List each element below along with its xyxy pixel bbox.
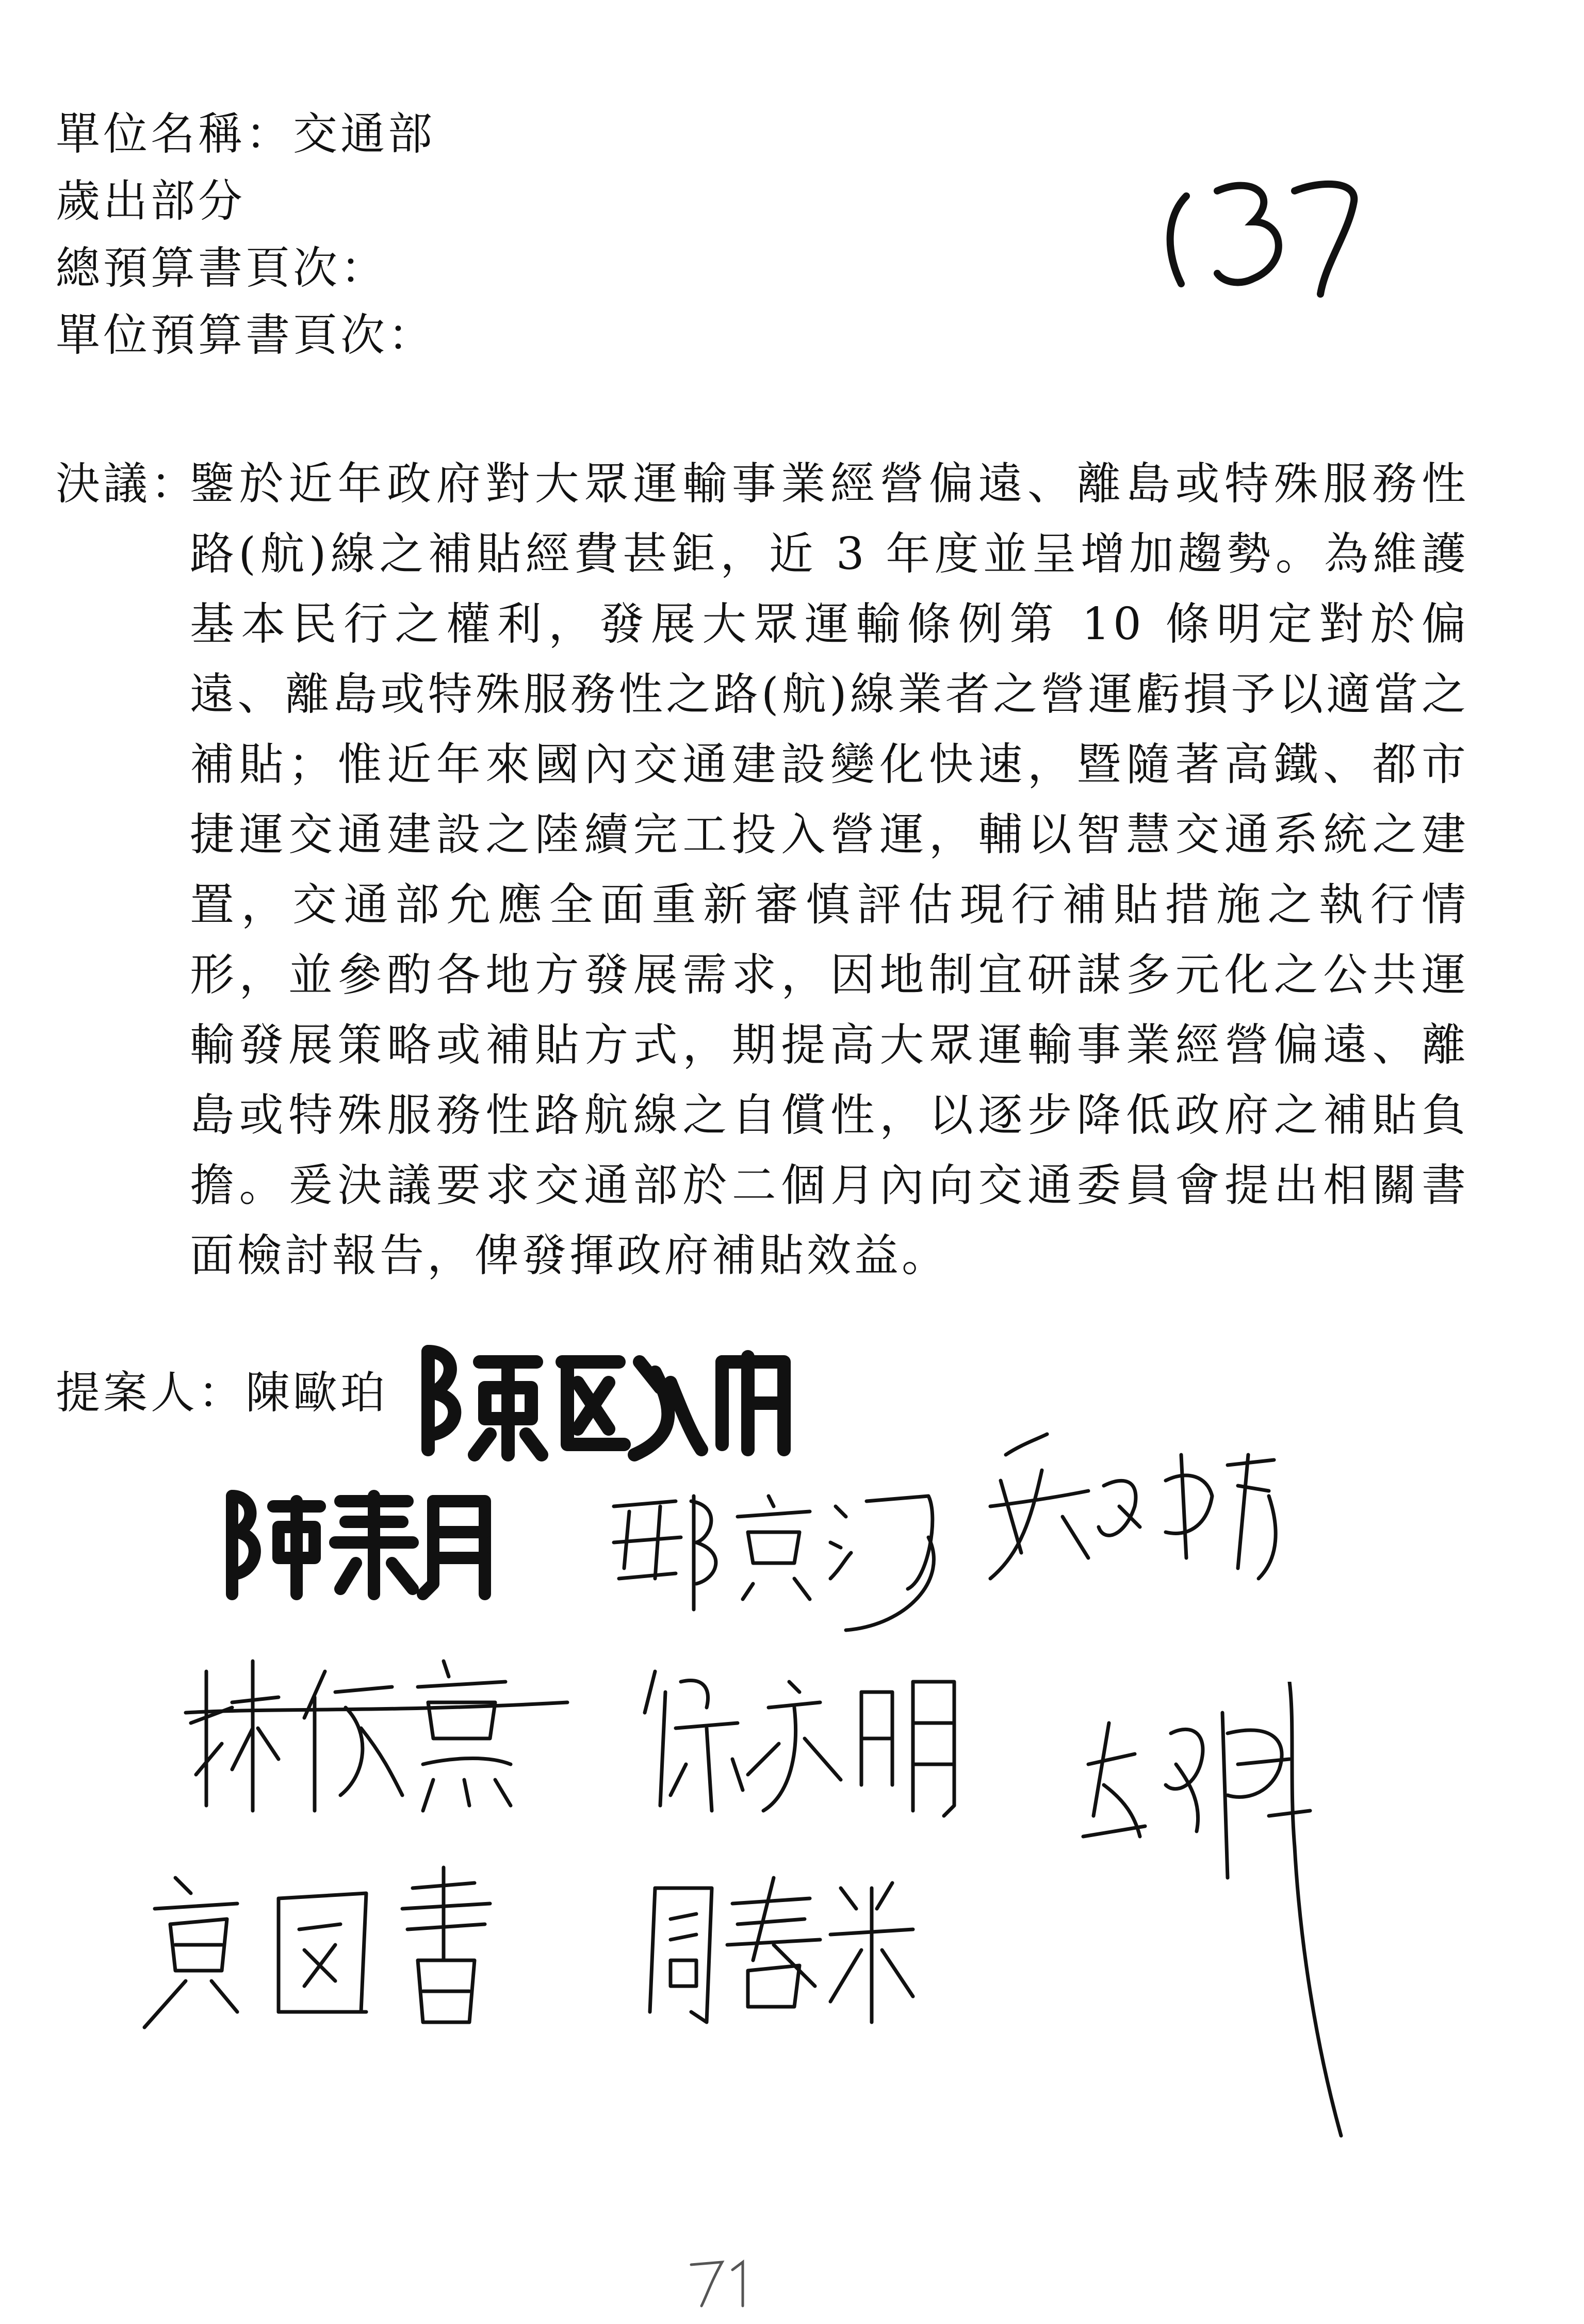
signature-huang-kuo-shu — [134, 1857, 526, 2043]
unit-name-line: 單位名稱：交通部 — [56, 108, 435, 160]
page-mark — [681, 2254, 763, 2313]
section-line: 歲出部分 — [56, 175, 246, 227]
resolution-text: 鑒於近年政府對大眾運輸事業經營偏遠、離島或特殊服務性路(航)線之補貼經費甚鉅，近 3 年度並呈增加趨勢。為維護基本民行之權利，發展大眾運輸條例第 10 條明定對於偏遠、離島或特殊服務性之路(航)線業者之營運虧損予以適當之補貼；惟近年來國內交通建設變化快速，暨隨著高鐵、都市捷運交通建設之陸續完工投入營運，輔以智慧交通系統之建置，交通部允應全面重新審慎評估現行補貼措施之執行情形，並參酌各地方發展需求，因地制宜研謀多元化之公共運輸發展策略或補貼方式，期提高大眾運輸事業經營偏遠、離島或特殊服務性路航線之自償性，以逐步降低政府之補貼負擔。爰決議要求交通部於二個月內向交通委員會提出相關書面檢討報告，俾發揮政府補貼效益。 — [190, 458, 1469, 1281]
signature-liu-chien-kuo — [1073, 1682, 1362, 2146]
signature-chen-su-yue — [217, 1481, 505, 1604]
signature-hsu-yung-ming — [634, 1651, 975, 1826]
proposer-line: 提案人：陳歐珀 — [56, 1367, 388, 1419]
signature-cheng-pao-ching — [598, 1475, 970, 1640]
general-budget-page-line: 總預算書頁次： — [56, 242, 388, 294]
signature-su-chen-ching — [970, 1424, 1300, 1610]
signature-lin-chun-hsien — [175, 1640, 598, 1837]
unit-budget-page-line: 單位預算書頁次： — [56, 310, 435, 361]
signature-chen-ou-po — [413, 1331, 805, 1465]
handwritten-document-number — [1150, 165, 1367, 301]
resolution-label: 決議： — [56, 458, 198, 510]
signature-chou-chun-mi — [634, 1857, 923, 2033]
